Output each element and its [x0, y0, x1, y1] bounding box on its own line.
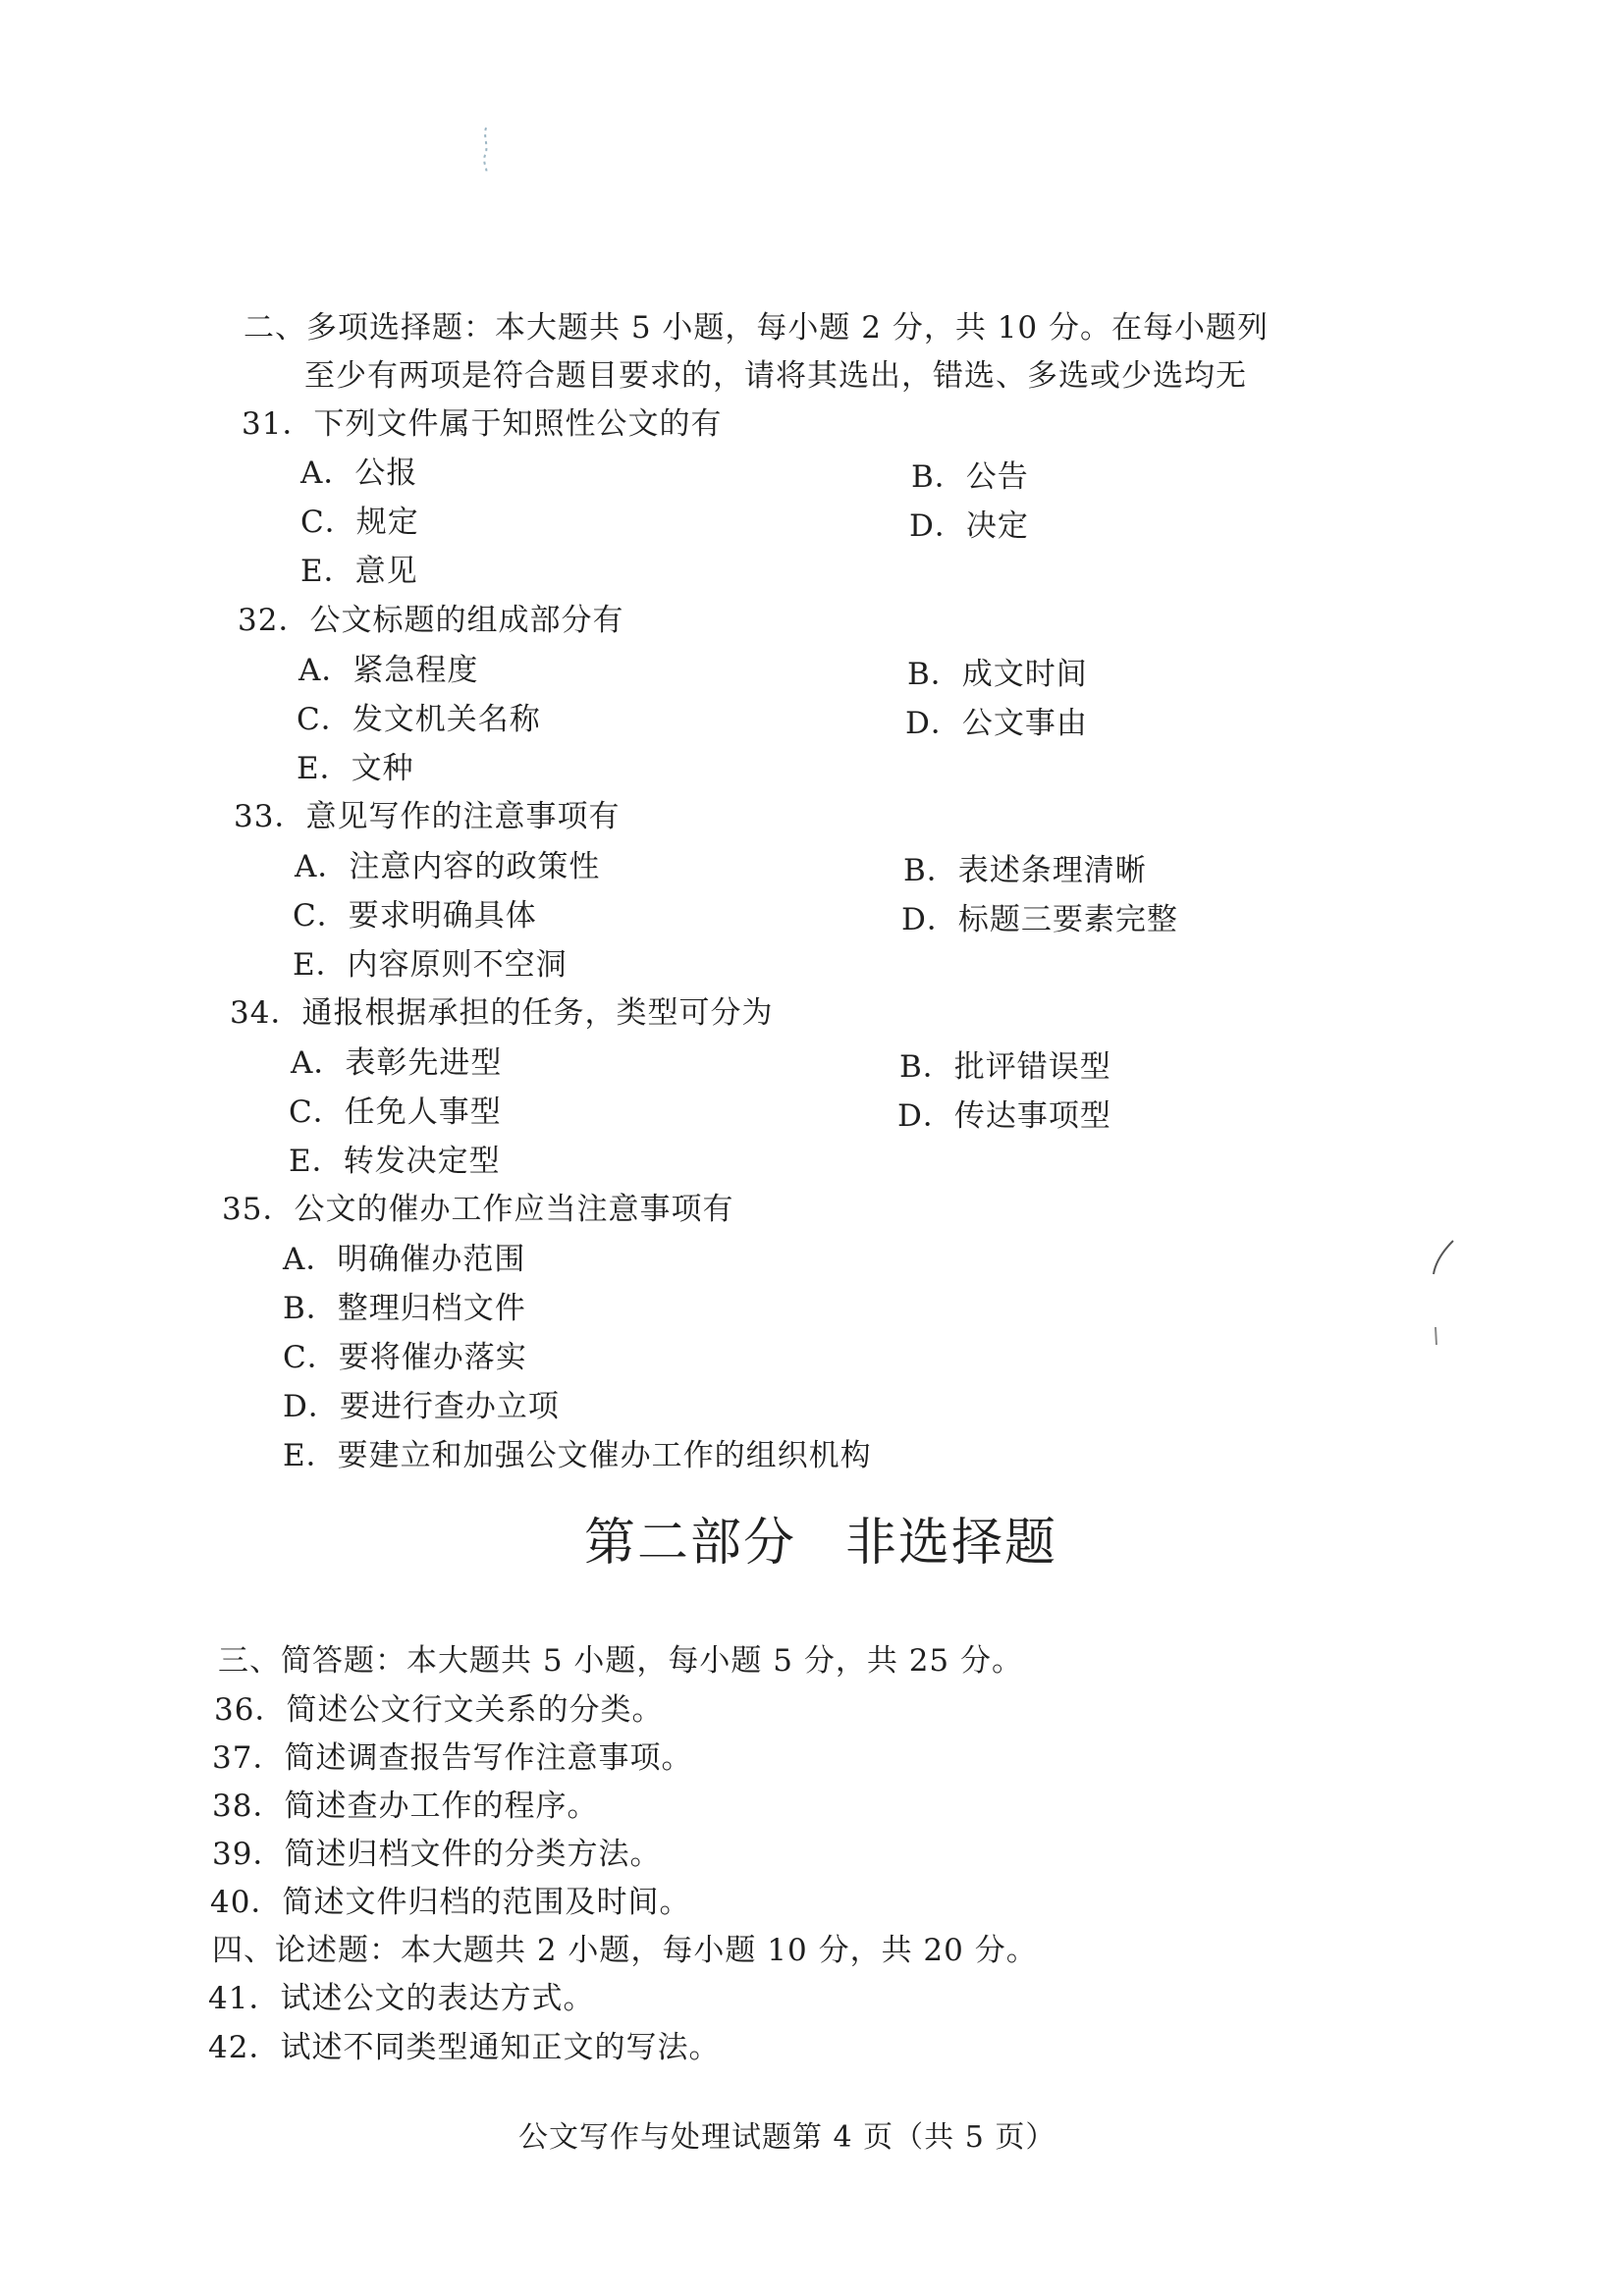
- scan-artifact-top: [479, 126, 493, 175]
- question-31-option-b: B．公告: [911, 459, 1029, 495]
- question-35-option-a: A．明确催办范围: [283, 1242, 526, 1277]
- section2-heading-line1: 二、多项选择题：本大题共 5 小题，每小题 2 分，共 10 分。在每小题列: [244, 310, 1270, 346]
- part2-title: [584, 1514, 1057, 1573]
- question-35-option-d: D．要进行查办立项: [283, 1389, 560, 1424]
- question-34-option-c: C．任免人事型: [289, 1095, 502, 1130]
- question-32-option-e: E．文种: [297, 751, 414, 786]
- question-34-option-a: A．表彰先进型: [291, 1045, 503, 1081]
- question-33-option-e: E．内容原则不空洞: [293, 947, 568, 983]
- question-40: 40．简述文件归档的范围及时间。: [210, 1885, 691, 1920]
- question-34-option-e: E．转发决定型: [289, 1144, 501, 1179]
- question-33-stem: 33．意见写作的注意事项有: [234, 799, 621, 834]
- question-31-stem: 31．下列文件属于知照性公文的有: [242, 406, 723, 442]
- question-37: 37．简述调查报告写作注意事项。: [212, 1740, 693, 1776]
- question-31-option-d: D．决定: [909, 508, 1029, 544]
- question-32-stem: 32．公文标题的组成部分有: [238, 603, 624, 638]
- question-35-stem: 35．公文的催办工作应当注意事项有: [222, 1192, 734, 1227]
- question-34-stem: 34．通报根据承担的任务，类型可分为: [230, 995, 774, 1031]
- question-39: 39．简述归档文件的分类方法。: [212, 1837, 662, 1872]
- question-34-option-b: B．批评错误型: [899, 1049, 1111, 1085]
- section2-heading-line2: 至少有两项是符合题目要求的，请将其选出，错选、多选或少选均无: [304, 358, 1247, 394]
- question-35-option-e: E．要建立和加强公文催办工作的组织机构: [283, 1438, 872, 1473]
- question-35-option-b: B．整理归档文件: [283, 1291, 526, 1326]
- question-33-option-d: D．标题三要素完整: [901, 902, 1178, 937]
- question-33-option-c: C．要求明确具体: [293, 898, 537, 934]
- question-31-option-e: E．意见: [300, 554, 418, 589]
- part2-title-part: 第二部分: [584, 1514, 797, 1573]
- scan-artifact-right: [1426, 1239, 1465, 1376]
- question-36: 36．简述公文行文关系的分类。: [214, 1692, 664, 1728]
- question-32-option-b: B．成文时间: [907, 657, 1088, 692]
- question-35-option-c: C．要将催办落实: [283, 1340, 527, 1375]
- question-31-option-a: A．公报: [300, 455, 418, 491]
- part2-title-type: 非选择题: [845, 1514, 1058, 1573]
- question-32-option-c: C．发文机关名称: [297, 702, 541, 737]
- question-34-option-d: D．传达事项型: [897, 1098, 1111, 1134]
- section3-heading: 三、简答题：本大题共 5 小题，每小题 5 分，共 25 分。: [218, 1643, 1024, 1679]
- question-38: 38．简述查办工作的程序。: [212, 1789, 599, 1824]
- section4-heading: 四、论述题：本大题共 2 小题，每小题 10 分，共 20 分。: [212, 1933, 1038, 1968]
- question-32-option-d: D．公文事由: [905, 706, 1088, 741]
- question-42: 42．试述不同类型通知正文的写法。: [208, 2030, 721, 2065]
- question-31-option-c: C．规定: [300, 505, 419, 540]
- question-33-option-a: A．注意内容的政策性: [295, 849, 601, 884]
- page-footer: 公文写作与处理试题第 4 页（共 5 页）: [518, 2120, 1056, 2155]
- question-33-option-b: B．表述条理清晰: [903, 853, 1147, 888]
- question-32-option-a: A．紧急程度: [298, 653, 479, 688]
- question-41: 41．试述公文的表达方式。: [208, 1981, 595, 2016]
